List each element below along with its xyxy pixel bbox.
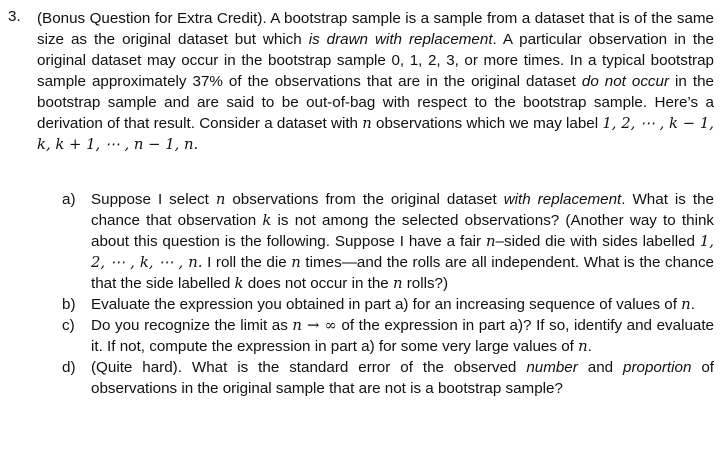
part-a-t9: rolls?) <box>402 275 449 292</box>
part-d <box>62 357 714 399</box>
part-c-m2: n <box>578 338 588 355</box>
question-text-d: observations which we may label <box>371 115 603 132</box>
part-c-m1: n → ∞ <box>292 317 337 334</box>
part-a-m2: k <box>262 212 272 229</box>
part-a-m6: k <box>234 275 244 292</box>
part-d-emphasis-proportion: proportion <box>623 359 692 376</box>
part-d-emphasis-number: number <box>526 359 578 376</box>
part-b-t1: Evaluate the expression you obtained in part a) for an increasing sequence of values of <box>91 296 682 313</box>
part-b-m1: n <box>681 296 691 313</box>
part-d-t1: (Quite hard). What is the standard error of the observed <box>91 359 527 376</box>
part-d-t2: and <box>577 359 624 376</box>
part-a-t3: . What is the chance that observation <box>91 191 714 229</box>
part-a-m4: 1, 2, ⋯ , k, ⋯ , n. <box>91 233 714 271</box>
question-text-b: . A particular observation in the original dataset may occur in the bootstrap sample 0, 1, 2, 3, or more times. In a typical bootstrap sample approximately 37% of the observations that are in the original dataset <box>37 31 714 90</box>
part-a-t5: –sided die with sides labelled <box>495 233 700 250</box>
part-a-m7: n <box>392 275 403 292</box>
part-a-m5: n <box>291 254 301 271</box>
part-c-t1: Do you recognize the limit as <box>91 317 293 334</box>
part-a-m3: n <box>486 233 496 250</box>
math-n: n <box>362 115 372 132</box>
question-text-a: (Bonus Question for Extra Credit). A bootstrap sample is a sample from a dataset that is of the same size as the original dataset but which <box>37 10 714 48</box>
part-a-t2: observations from the original dataset <box>225 191 504 208</box>
part-a-m1: n <box>215 191 226 208</box>
part-a-t4: is not among the selected observations? (Another way to think about this question is the following. Suppose I have a fair <box>91 212 714 250</box>
part-b <box>62 294 714 315</box>
question-3 <box>8 8 714 155</box>
question-text-c: in the bootstrap sample and are said to be out-of-bag with respect to the bootstrap sample. Here’s a derivation of that result. Consider a dataset with <box>37 73 714 132</box>
part-a-label: a) <box>62 191 76 208</box>
part-c-t2: of the expression in part a)? If so, identify and evaluate it. If not, compute the expression in part a) for some very large values of <box>91 317 715 355</box>
part-a-t1: Suppose I select <box>91 191 216 208</box>
question-emphasis-not-occur: do not occur <box>581 73 670 90</box>
question-text <box>37 8 714 155</box>
part-c-text <box>91 315 714 357</box>
part-b-label: b) <box>62 296 76 313</box>
part-a-emphasis: with replacement <box>503 191 622 208</box>
part-b-t2: . <box>690 296 695 313</box>
part-d-label: d) <box>62 359 76 376</box>
part-a-text <box>91 189 714 294</box>
part-a-t7: times—and the rolls are all independent. What is the chance that the side labelled <box>91 254 714 292</box>
math-labels: 1, 2, ⋯ , k − 1, k, k + 1, ⋯ , n − 1, n. <box>37 115 714 153</box>
part-d-text <box>91 357 714 399</box>
part-c-t3: . <box>587 338 592 355</box>
part-a <box>62 189 714 294</box>
question-emphasis-replacement: is drawn with replacement <box>308 31 493 48</box>
part-a-t8: does not occur in the <box>243 275 393 292</box>
part-c <box>62 315 714 357</box>
part-a-t6: I roll the die <box>202 254 292 271</box>
sub-questions <box>62 189 714 399</box>
part-b-text <box>91 294 714 315</box>
question-number: 3. <box>8 8 21 25</box>
part-d-t3: of observations in the original sample that are not is a bootstrap sample? <box>91 359 715 397</box>
part-c-label: c) <box>62 317 75 334</box>
